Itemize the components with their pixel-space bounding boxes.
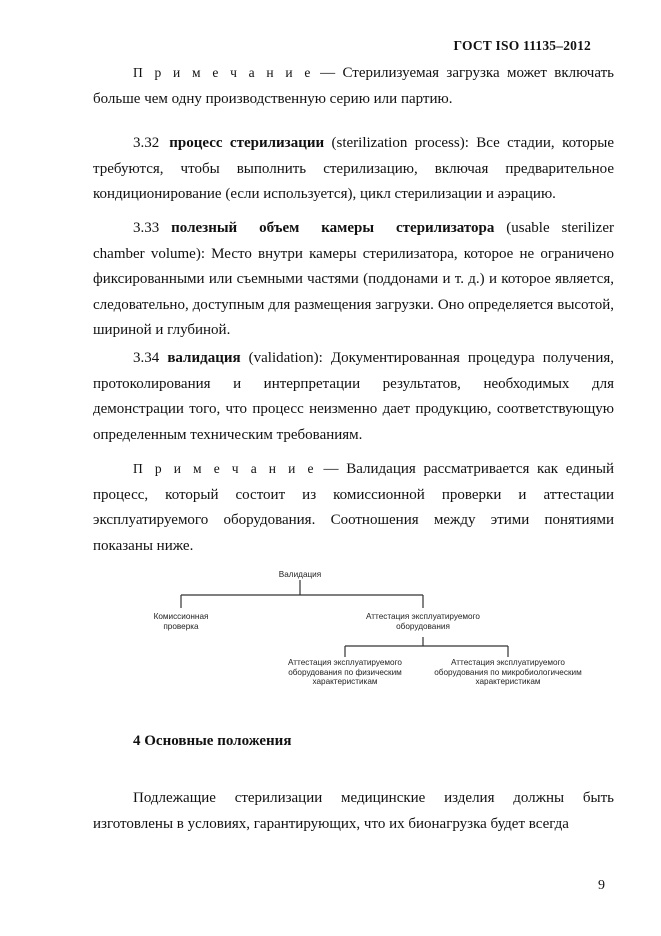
diagram-root-label: Валидация [278,570,322,579]
definition-text: (usable sterilizer chamber volume): Место внутри камеры стерилизатора, которое не ограничено фиксированными или съемными частями (поддонами и т. д.) и которое является, следовательно, доступным для размещения загрузки. Оно определяется высотой, шириной и глубиной. [93,220,614,338]
diagram-microbiological-label: Аттестация эксплуатируемого оборудования по микробиологическим характеристикам [434,658,582,686]
note-label: П р и м е ч а н и е [133,461,316,476]
validation-diagram [93,560,614,690]
page-number: 9 [598,878,605,893]
note-text: — Валидация рассматривается как единый процесс, который состоит из комиссионной проверки и аттестации эксплуатируемого оборудования. Соотношения между этими понятиями показаны ниже. [93,461,614,554]
document-code: ГОСТ ISO 11135–2012 [453,38,591,53]
definition-3-32 [93,131,614,208]
diagram-commission-label: Комиссионная проверка [153,612,209,631]
definition-text: (sterilization process): Все стадии, которые требуются, чтобы выполнить стерилизацию, включая предварительное кондиционирование (если используется), цикл стерилизации и аэрацию. [93,135,614,202]
definition-number: 3.32 [133,135,160,151]
definition-term: процесс стерилизации [169,135,325,151]
definition-number: 3.33 [133,220,160,236]
definition-term: валидация [167,350,241,366]
note-validation [93,456,614,559]
section-text: Подлежащие стерилизации медицинские изделия должны быть изготовлены в условиях, гарантирующих, что их бионагрузка будет всегда [93,790,614,832]
definition-3-33 [93,216,614,344]
note-label: П р и м е ч а н и е [133,65,313,80]
note-text: — Стерилизуемая загрузка может включать больше чем одну производственную серию или партию. [93,65,614,107]
definition-text: (validation): Документированная процедура получения, протоколирования и интерпретации результатов, необходимых для демонстрации того, что процесс неизменно дает продукцию, соответствующую определенным техническим требованиям. [93,350,614,443]
note-sterilization-load [93,60,614,112]
diagram-operational-label: Аттестация эксплуатируемого оборудования [366,612,480,631]
definition-3-34 [93,346,614,448]
section-4-paragraph [93,785,614,837]
definition-term: полезный объем камеры стерилизатора [171,220,495,236]
section-heading: 4 Основные положения [133,733,292,749]
diagram-physical-label: Аттестация эксплуатируемого оборудования по физическим характеристикам [288,658,402,686]
definition-number: 3.34 [133,350,160,366]
